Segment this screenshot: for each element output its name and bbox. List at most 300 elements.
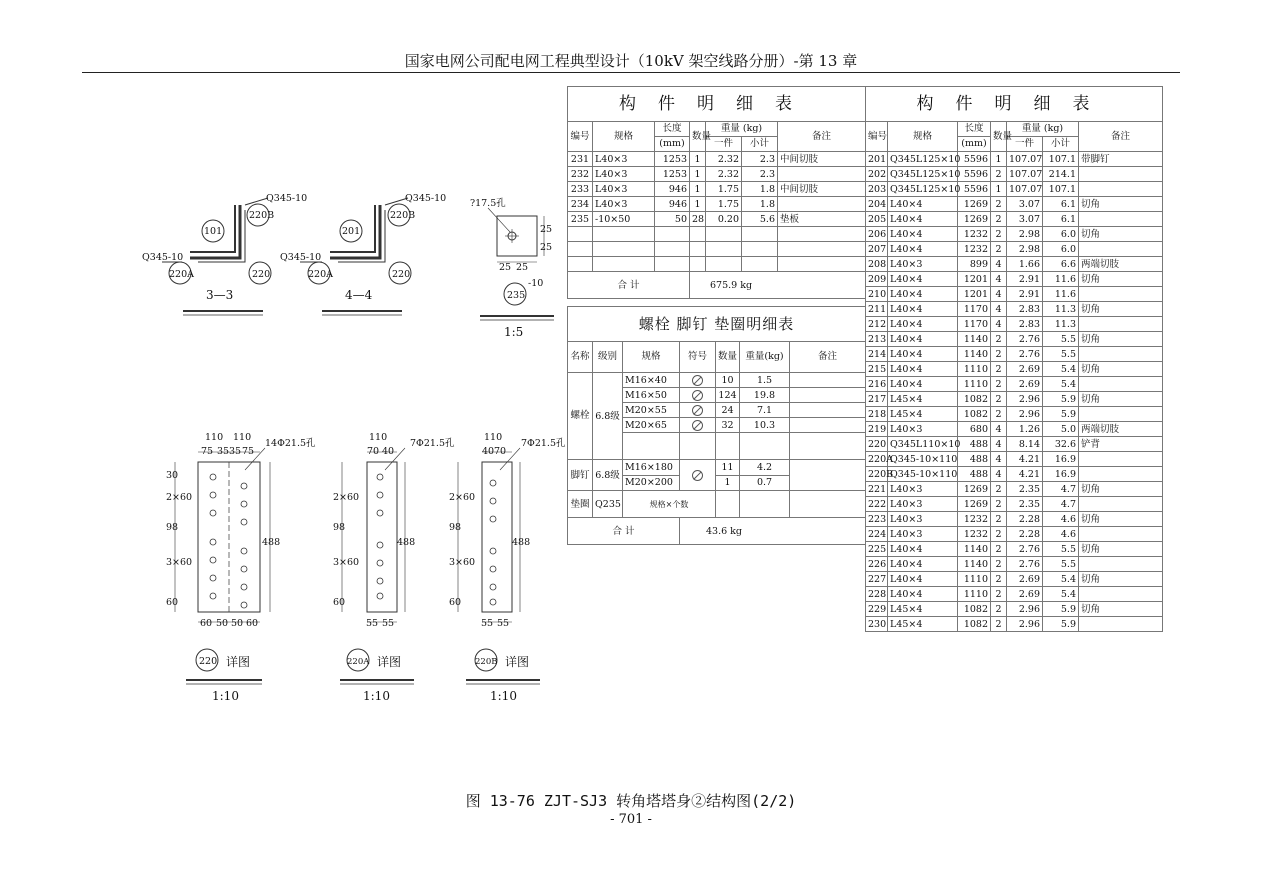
bom-right-h-each: 一件 [1007, 137, 1043, 152]
bom-right-row [866, 557, 1163, 572]
bom-right-cell: 2 [991, 212, 1007, 227]
bom-right-row [866, 332, 1163, 347]
bom-left-title: 构件明细表 [568, 87, 866, 122]
bom-right-cell: 3.07 [1007, 212, 1043, 227]
bom-right-cell [1079, 557, 1163, 572]
bom-left-cell: 1 [690, 182, 706, 197]
det220B-bot-2: 55 [497, 618, 510, 629]
bom-left-cell: 2.32 [706, 152, 742, 167]
bom-right-cell: L40×4 [888, 587, 958, 602]
bom-left-row [568, 167, 866, 182]
bom-right-cell: L40×4 [888, 197, 958, 212]
bom-right-cell: 1170 [958, 302, 991, 317]
bom-left-cell: 1.75 [706, 182, 742, 197]
det220-top-dim-1: 110 [205, 432, 224, 443]
bom-right-cell: 208 [866, 257, 888, 272]
det220-side-4: 3×60 [166, 557, 193, 568]
bom-right-cell [1079, 347, 1163, 362]
bom-right-cell: 5.4 [1043, 362, 1079, 377]
bom-right-cell: 1082 [958, 602, 991, 617]
bom-right-cell: 220B [866, 467, 888, 482]
bom-right-cell: 107.1 [1043, 182, 1079, 197]
bom-right-cell: 2.83 [1007, 302, 1043, 317]
bom-right-cell: 488 [958, 452, 991, 467]
bom-left-row [568, 227, 866, 242]
bom-right-cell: 2 [991, 362, 1007, 377]
bom-right-cell: L40×3 [888, 257, 958, 272]
bom-right-cell: 4.21 [1007, 452, 1043, 467]
bom-right-cell: L40×4 [888, 572, 958, 587]
washer-name: 垫圈 [568, 491, 593, 518]
bom-right-row [866, 272, 1163, 287]
bom-right-cell: L40×4 [888, 227, 958, 242]
bom-right-cell: 4 [991, 437, 1007, 452]
bom-right-cell: 1140 [958, 332, 991, 347]
bom-left-empty-cell [593, 257, 655, 272]
sec44-part-220: 220 [392, 269, 411, 280]
bom-right-cell: 5.5 [1043, 557, 1079, 572]
step-spec-1: M16×180 [623, 460, 680, 476]
bom-right-cell: 5.4 [1043, 572, 1079, 587]
bom-left-row [568, 212, 866, 227]
bom-right-cell: 4 [991, 317, 1007, 332]
bom-right-cell: 2 [991, 392, 1007, 407]
bom-right-cell [1079, 527, 1163, 542]
bom-right-cell: 209 [866, 272, 888, 287]
bolt-h-grade: 级别 [593, 342, 623, 373]
bom-left-cell: 2.3 [742, 152, 778, 167]
bom-left-cell: 中间切肢 [778, 152, 866, 167]
bolt-total-label: 合 计 [568, 518, 680, 545]
bom-right-cell: 218 [866, 407, 888, 422]
det220A-top-dim: 110 [369, 432, 388, 443]
bom-right-cell: 223 [866, 512, 888, 527]
bom-right-cell: 切角 [1079, 602, 1163, 617]
bom-right-cell: 6.6 [1043, 257, 1079, 272]
bom-left-cell: 2.3 [742, 167, 778, 182]
bom-right-cell: 切角 [1079, 482, 1163, 497]
bom-right-cell: 1140 [958, 557, 991, 572]
bolt-h-weight: 重量(kg) [740, 342, 790, 373]
bom-right-cell: L40×4 [888, 242, 958, 257]
bom-right-cell: L45×4 [888, 392, 958, 407]
bom-left-empty-cell [706, 227, 742, 242]
bom-right-cell: 2 [991, 527, 1007, 542]
bom-left-cell: 1.75 [706, 197, 742, 212]
det220-holes-label: 14Φ21.5孔 [265, 438, 316, 449]
bom-left-cell: 50 [655, 212, 690, 227]
bom-left-empty-cell [742, 257, 778, 272]
bom-right-cell: L40×4 [888, 287, 958, 302]
det220B-holes-label: 7Φ21.5孔 [521, 438, 566, 449]
bom-right-row [866, 227, 1163, 242]
bom-right-cell: 8.14 [1007, 437, 1043, 452]
bom-right-cell: 1.26 [1007, 422, 1043, 437]
bom-right-cell: Q345-10×110 [888, 467, 958, 482]
bom-right-cell: 5.5 [1043, 332, 1079, 347]
det220B-part: 220B [475, 657, 498, 667]
bom-right-row [866, 527, 1163, 542]
bom-right-cell [1079, 167, 1163, 182]
bom-right-cell: Q345L125×10 [888, 167, 958, 182]
bolt-qty-1: 10 [716, 373, 740, 388]
bom-right-cell: 2 [991, 497, 1007, 512]
det220B-label: 详图 [505, 655, 530, 669]
bom-right-cell: 1110 [958, 587, 991, 602]
bom-right-cell: 206 [866, 227, 888, 242]
drawing-area [0, 80, 570, 720]
plate-dim-1: 25 [499, 262, 512, 273]
bom-left-body [568, 152, 866, 272]
bom-right-cell: 2 [991, 242, 1007, 257]
bom-right-row [866, 242, 1163, 257]
bom-right-cell [1079, 182, 1163, 197]
sec33-top-tag: Q345-10 [266, 193, 308, 204]
bom-right-cell [1079, 317, 1163, 332]
det220A-side-2: 98 [333, 522, 346, 533]
bom-right-row [866, 362, 1163, 377]
bom-right-cell: 204 [866, 197, 888, 212]
bom-left-empty-cell [706, 242, 742, 257]
bom-right-cell: 11.3 [1043, 302, 1079, 317]
bom-left-empty-cell [706, 257, 742, 272]
plate-dim-2: 25 [516, 262, 529, 273]
bom-left-cell: 1253 [655, 152, 690, 167]
bom-left-empty-cell [778, 257, 866, 272]
bom-right-row [866, 512, 1163, 527]
bom-left-empty-cell [742, 242, 778, 257]
det220-height: 488 [262, 537, 281, 548]
bom-right-cell: 4 [991, 287, 1007, 302]
bom-right-cell: 2.28 [1007, 512, 1043, 527]
bolt-h-name: 名称 [568, 342, 593, 373]
bom-right-cell: 5.9 [1043, 602, 1079, 617]
det220-holes [210, 474, 247, 608]
bom-right-cell: L45×4 [888, 617, 958, 632]
bom-right-row [866, 407, 1163, 422]
figure-caption: 图 13-76 ZJT-SJ3 转角塔塔身②结构图(2/2) [465, 792, 797, 810]
bom-right-cell: 切角 [1079, 512, 1163, 527]
bom-right-cell: 4 [991, 302, 1007, 317]
bom-right-cell: 2.69 [1007, 587, 1043, 602]
bolt-h-symbol: 符号 [680, 342, 716, 373]
sec44-label: 4—4 [345, 288, 373, 302]
bom-right-cell: 1269 [958, 197, 991, 212]
bolt-weight-4: 10.3 [740, 418, 790, 433]
step-name: 脚钉 [568, 460, 593, 491]
bom-left-cell: 1253 [655, 167, 690, 182]
plate-thk: -10 [528, 278, 544, 289]
bolt-weight-2: 19.8 [740, 388, 790, 403]
bom-right-cell [1079, 587, 1163, 602]
bom-right-row [866, 167, 1163, 182]
bom-right-cell: L40×4 [888, 212, 958, 227]
bom-right-cell: 5.5 [1043, 347, 1079, 362]
bom-right-cell: 2.76 [1007, 332, 1043, 347]
bom-right-table [865, 86, 1163, 632]
bom-right-row [866, 437, 1163, 452]
bom-left-h-weight: 重量 (kg) [706, 122, 778, 137]
bom-right-cell: L40×3 [888, 527, 958, 542]
bom-right-cell: 227 [866, 572, 888, 587]
bom-right-row [866, 602, 1163, 617]
bom-right-cell: 2 [991, 617, 1007, 632]
bom-right-cell: Q345L125×10 [888, 182, 958, 197]
bom-right-cell: 5.4 [1043, 587, 1079, 602]
bom-right-cell: 2.35 [1007, 497, 1043, 512]
bom-right-row [866, 212, 1163, 227]
bom-right-cell: 1082 [958, 617, 991, 632]
bom-left-empty-cell [568, 242, 593, 257]
bolt-table [567, 306, 866, 545]
bom-left-table [567, 86, 866, 299]
bom-right-cell: 4.6 [1043, 512, 1079, 527]
det220B-height: 488 [512, 537, 531, 548]
bom-right-cell: 4 [991, 272, 1007, 287]
bom-right-cell: 1269 [958, 212, 991, 227]
det220B-top-dim: 110 [484, 432, 503, 443]
plate-part: 235 [507, 290, 526, 301]
det220-sub-3: 35 [229, 446, 242, 457]
bom-right-cell: 899 [958, 257, 991, 272]
sec44-part-201: 201 [342, 226, 361, 237]
bolt-spec-4: M20×65 [623, 418, 680, 433]
bom-right-row [866, 482, 1163, 497]
bom-right-cell: 3.07 [1007, 197, 1043, 212]
bom-right-cell: 4.21 [1007, 467, 1043, 482]
bom-right-cell: 5.9 [1043, 617, 1079, 632]
step-symbol-icon [692, 470, 703, 481]
bom-right-cell: 5.9 [1043, 392, 1079, 407]
bom-right-cell: 202 [866, 167, 888, 182]
bom-right-cell: 230 [866, 617, 888, 632]
bom-right-cell: 1082 [958, 392, 991, 407]
bom-left-cell: 0.20 [706, 212, 742, 227]
bom-right-cell: 1110 [958, 377, 991, 392]
bom-right-cell: 488 [958, 437, 991, 452]
bom-right-cell: 6.0 [1043, 242, 1079, 257]
det220A-holes [377, 474, 383, 599]
bom-right-cell: 219 [866, 422, 888, 437]
bom-right-cell: 215 [866, 362, 888, 377]
bom-right-cell: 切角 [1079, 197, 1163, 212]
bom-right-cell: 2.96 [1007, 602, 1043, 617]
bom-right-row [866, 497, 1163, 512]
bom-left-empty-cell [778, 227, 866, 242]
bom-right-row [866, 377, 1163, 392]
det220-top-dim-2: 110 [233, 432, 252, 443]
bom-right-row [866, 347, 1163, 362]
sec33-label: 3—3 [206, 288, 234, 302]
bom-right-cell: 1232 [958, 512, 991, 527]
det220A-side-4: 60 [333, 597, 346, 608]
page-number: - 701 - [610, 812, 652, 827]
bom-left-empty-cell [568, 227, 593, 242]
bom-right-cell [1079, 497, 1163, 512]
bom-right-h-remark: 备注 [1079, 122, 1163, 152]
bolt-weight-3: 7.1 [740, 403, 790, 418]
bom-right-cell: 1 [991, 182, 1007, 197]
bom-right-cell: 4.7 [1043, 497, 1079, 512]
sec33-part-220B: 220B [249, 210, 275, 221]
det220-side-5: 60 [166, 597, 179, 608]
bom-right-cell: 2.28 [1007, 527, 1043, 542]
bom-right-cell [1079, 617, 1163, 632]
det220B-side-1: 2×60 [449, 492, 476, 503]
det220-bot-2: 50 [216, 618, 229, 629]
bom-right-cell: 1232 [958, 242, 991, 257]
det220A-holes-label: 7Φ21.5孔 [410, 438, 455, 449]
bolt-h-spec: 规格 [623, 342, 680, 373]
bom-right-row [866, 617, 1163, 632]
bom-right-cell: 2.96 [1007, 617, 1043, 632]
det220B-bot-1: 55 [481, 618, 494, 629]
bom-right-cell: 2.91 [1007, 272, 1043, 287]
bom-right-cell: L45×4 [888, 602, 958, 617]
bom-left-cell: L40×3 [593, 182, 655, 197]
bom-left-h-len: 长度 [655, 122, 690, 137]
bom-right-cell: 切角 [1079, 392, 1163, 407]
det220A-bot-2: 55 [382, 618, 395, 629]
bolt-qty-3: 24 [716, 403, 740, 418]
bom-right-cell: 2 [991, 197, 1007, 212]
det220A-bot-1: 55 [366, 618, 379, 629]
bom-right-cell: 5596 [958, 152, 991, 167]
bom-right-cell: 切角 [1079, 572, 1163, 587]
bom-left-cell: 235 [568, 212, 593, 227]
bom-right-cell: 1170 [958, 317, 991, 332]
step-qty-1: 11 [716, 460, 740, 476]
bom-left-empty-cell [655, 242, 690, 257]
bom-right-row [866, 587, 1163, 602]
bom-right-h-weight: 重量 (kg) [1007, 122, 1079, 137]
bom-right-cell: 2.96 [1007, 407, 1043, 422]
bom-right-cell [1079, 452, 1163, 467]
bom-left-cell: 946 [655, 182, 690, 197]
bom-right-cell: L40×4 [888, 377, 958, 392]
bom-left-cell: 1.8 [742, 197, 778, 212]
det220B-scale: 1:10 [490, 689, 517, 703]
bom-right-cell: 铲背 [1079, 437, 1163, 452]
bolt-symbol-icon [692, 375, 703, 386]
det220B-side-2: 98 [449, 522, 462, 533]
bom-right-cell: 2 [991, 572, 1007, 587]
bom-left-h-qty: 数量 [690, 122, 706, 152]
bom-left-cell [778, 197, 866, 212]
bom-right-cell: 2.76 [1007, 542, 1043, 557]
bom-right-cell: 2 [991, 377, 1007, 392]
bolt-qty-4: 32 [716, 418, 740, 433]
bom-right-row [866, 542, 1163, 557]
bom-left-empty-cell [655, 257, 690, 272]
bom-left-total: 675.9 kg [690, 272, 866, 299]
bolt-spec-1: M16×40 [623, 373, 680, 388]
step-spec-2: M20×200 [623, 475, 680, 491]
bom-right-cell: 2 [991, 332, 1007, 347]
bom-right-cell: 221 [866, 482, 888, 497]
bom-right-cell: 5.9 [1043, 407, 1079, 422]
bom-right-cell: L40×4 [888, 557, 958, 572]
bom-left-total-label: 合 计 [568, 272, 690, 299]
bom-right-cell: 4 [991, 257, 1007, 272]
bom-right-cell: 2.69 [1007, 362, 1043, 377]
bom-left-cell: 1 [690, 167, 706, 182]
bom-right-cell: 107.1 [1043, 152, 1079, 167]
det220-part: 220 [199, 656, 218, 667]
bom-right-cell: 107.07 [1007, 152, 1043, 167]
bom-right-cell: 2 [991, 347, 1007, 362]
bom-right-row [866, 287, 1163, 302]
bom-right-cell: 4.6 [1043, 527, 1079, 542]
bom-right-cell: Q345L125×10 [888, 152, 958, 167]
bom-right-cell: 两端切肢 [1079, 257, 1163, 272]
bom-left-empty-cell [742, 227, 778, 242]
det220A-part: 220A [347, 657, 370, 667]
plate-dim-3: 25 [540, 224, 553, 235]
step-weight-1: 4.2 [740, 460, 790, 476]
bom-left-cell: 234 [568, 197, 593, 212]
bolt-symbol-icon [692, 420, 703, 431]
bolt-weight-1: 1.5 [740, 373, 790, 388]
bolt-grade: 6.8级 [593, 373, 623, 460]
bom-right-cell: 1082 [958, 407, 991, 422]
bom-right-cell: 4 [991, 452, 1007, 467]
bom-right-cell: L40×4 [888, 272, 958, 287]
bom-right-h-no: 编号 [866, 122, 888, 152]
bom-right-cell: 2 [991, 557, 1007, 572]
bom-right-cell: 11.6 [1043, 287, 1079, 302]
bom-right-cell: 1269 [958, 497, 991, 512]
bom-right-cell: Q345L110×10 [888, 437, 958, 452]
step-grade: 6.8级 [593, 460, 623, 491]
det220B-side-4: 60 [449, 597, 462, 608]
det220-bot-4: 60 [246, 618, 259, 629]
bolt-h-qty: 数量 [716, 342, 740, 373]
bom-right-cell: 切角 [1079, 362, 1163, 377]
washer-spec: 规格×个数 [623, 491, 716, 518]
bom-right-cell: 5596 [958, 167, 991, 182]
bom-right-cell: L40×3 [888, 497, 958, 512]
sec44-part-220B: 220B [390, 210, 416, 221]
title-rule [82, 72, 1180, 73]
bom-right-cell: 4 [991, 422, 1007, 437]
bom-right-cell: 224 [866, 527, 888, 542]
bom-right-cell: 11.3 [1043, 317, 1079, 332]
bom-right-cell: 2 [991, 407, 1007, 422]
bom-right-cell [1079, 377, 1163, 392]
det220-side-1: 30 [166, 470, 179, 481]
bom-right-cell [1079, 407, 1163, 422]
bom-right-cell: 6.1 [1043, 212, 1079, 227]
bom-left-row [568, 197, 866, 212]
bom-right-row [866, 572, 1163, 587]
bom-left-cell: 233 [568, 182, 593, 197]
bom-right-cell: 5596 [958, 182, 991, 197]
bom-right-row [866, 467, 1163, 482]
bom-right-cell: 1201 [958, 272, 991, 287]
bom-left-h-spec: 规格 [593, 122, 655, 152]
bom-right-cell: 1110 [958, 572, 991, 587]
bom-left-cell: 28 [690, 212, 706, 227]
bom-right-cell: 6.0 [1043, 227, 1079, 242]
bom-left-cell [778, 167, 866, 182]
bom-right-row [866, 317, 1163, 332]
det220-side-2: 2×60 [166, 492, 193, 503]
bom-right-cell: 两端切肢 [1079, 422, 1163, 437]
bom-right-cell: 1269 [958, 482, 991, 497]
plate-hole-label: ?17.5孔 [470, 198, 506, 209]
bom-left-empty-cell [568, 257, 593, 272]
